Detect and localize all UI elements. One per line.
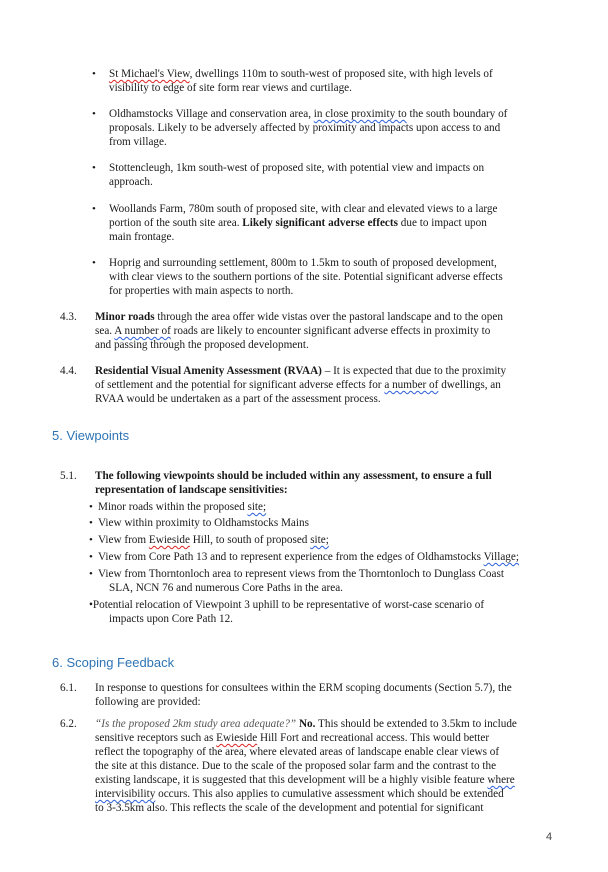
bullet: • <box>89 501 93 513</box>
para-4-4-line-2: of settlement and the potential for significant adverse effects for a number of dwellings, an <box>95 379 501 391</box>
bullet-2-line-2: proposals. Likely to be adversely affected by proximity and impacts upon access to and <box>109 122 501 134</box>
bullet-5-line-1: Hoprig and surrounding settlement, 800m to 1.5km to south of proposed development, <box>109 257 497 269</box>
para-4-3-line-1: Minor roads through the area offer wide vistas over the pastoral landscape and to the open <box>95 311 503 323</box>
bullet-2-line-3: from village. <box>109 136 167 148</box>
para-4-4-line-3: RVAA would be undertaken as a part of the assessment process. <box>95 393 381 405</box>
viewpoint-5-line-1: View from Thorntonloch area to represent views from the Thorntonloch to Dunglass Coast <box>98 568 504 580</box>
para-number: 6.1. <box>60 682 77 694</box>
para-4-4-line-1: Residential Visual Amenity Assessment (RVAA) – It is expected that due to the proximity <box>95 365 507 377</box>
bullet: • <box>92 257 96 269</box>
para-6-1-line-2: following are provided: <box>95 696 201 708</box>
bullet-1-line-1: St Michael's View, dwellings 110m to south-west of proposed site, with high levels of <box>109 68 493 80</box>
bullet-3-line-1: Stottencleugh, 1km south-west of proposed site, with potential view and impacts on <box>109 162 485 174</box>
bullet-3-line-2: approach. <box>109 176 153 188</box>
para-number: 4.3. <box>60 311 77 323</box>
para-6-2-line-1: “Is the proposed 2km study area adequate?” No. This should be extended to 3.5km to include <box>95 718 517 730</box>
para-4-3-line-3: and passing through the proposed development. <box>95 339 309 351</box>
para-6-2-line-6: intervisibility occurs. This also applies to cumulative assessment which should be extended <box>95 788 504 800</box>
para-6-2-line-3: reflect the topography of the area, where elevated areas of landscape enable clear views of <box>95 746 500 758</box>
para-5-1-line-1: The following viewpoints should be included within any assessment, to ensure a full <box>95 470 492 482</box>
bullet-5-line-3: for properties with main aspects to north. <box>109 285 294 297</box>
para-6-2-line-2: sensitive receptors such as Ewieside Hill Fort and recreational access. This would better <box>95 732 490 744</box>
para-6-2-line-5: existing landscape, it is suggested that this development will be a highly visible feature where <box>95 774 515 786</box>
bullet: • <box>89 534 93 546</box>
para-number: 6.2. <box>60 718 77 730</box>
para-number: 5.1. <box>60 470 77 482</box>
bullet-2-line-1: Oldhamstocks Village and conservation area, in close proximity to the south boundary of <box>109 108 508 120</box>
para-6-1-line-1: In response to questions for consultees within the ERM scoping documents (Section 5.7), the <box>95 682 512 694</box>
para-6-2-line-7: to 3-3.5km also. This reflects the scale of the development and potential for significant <box>95 802 484 814</box>
para-6-2-line-4: the site at this distance. Due to the scale of the proposed solar farm and the contrast to the <box>95 760 497 772</box>
para-5-1-line-2: representation of landscape sensitivities: <box>95 484 288 496</box>
viewpoint-4: View from Core Path 13 and to represent experience from the edges of Oldhamstocks Village; <box>98 551 519 563</box>
bullet-1-line-2: visibility to edge of site form rear views and curtilage. <box>109 82 352 94</box>
bullet-4-line-2: portion of the south site area. Likely significant adverse effects due to impact upon <box>109 217 487 229</box>
bullet-4-line-3: main frontage. <box>109 231 175 243</box>
page-number: 4 <box>546 831 553 843</box>
para-4-3-line-2: sea. A number of roads are likely to encounter significant adverse effects in proximity to <box>95 325 491 337</box>
viewpoint-1: Minor roads within the proposed site; <box>98 501 267 513</box>
viewpoint-6-line-2: impacts upon Core Path 12. <box>109 613 233 625</box>
bullet: • <box>92 68 96 80</box>
viewpoint-2: View within proximity to Oldhamstocks Mains <box>98 517 309 529</box>
section-heading-viewpoints: 5. Viewpoints <box>52 428 130 443</box>
bullet: • <box>89 551 93 563</box>
bullet-5-line-2: with clear views to the southern portions of the site. Potential significant adverse effects <box>109 271 503 283</box>
viewpoint-5-line-2: SLA, NCN 76 and numerous Core Paths in the area. <box>109 582 343 594</box>
bullet: • <box>89 517 93 529</box>
bullet: • <box>92 203 96 215</box>
bullet: • <box>92 108 96 120</box>
section-heading-scoping-feedback: 6. Scoping Feedback <box>52 655 175 670</box>
bullet: • <box>89 568 93 580</box>
viewpoint-3: View from Ewieside Hill, to south of proposed site; <box>98 534 329 546</box>
para-number: 4.4. <box>60 365 77 377</box>
bullet: • <box>92 162 96 174</box>
viewpoint-6-line-1: •Potential relocation of Viewpoint 3 uphill to be representative of worst-case scenario of <box>89 599 485 611</box>
bullet-4-line-1: Woollands Farm, 780m south of proposed site, with clear and elevated views to a large <box>109 203 498 215</box>
